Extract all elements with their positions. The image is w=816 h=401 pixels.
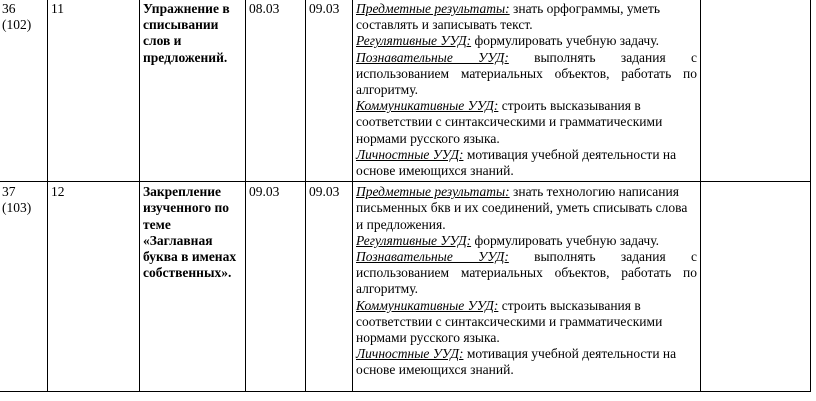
lesson-topic-cell xyxy=(140,182,246,392)
planned-date: 08.03 xyxy=(249,1,280,16)
cognitive-results: Познавательные УУД: выполнять задания с использованием материальных объектов, работать по алгоритму. xyxy=(356,249,697,297)
empty-cell xyxy=(701,182,811,392)
actual-date: 09.03 xyxy=(309,184,340,200)
lesson-index: 11 xyxy=(51,1,64,16)
lesson-number: 37 xyxy=(2,184,16,200)
personal-results: Личностные УУД: мотивация учебной деятельности на основе имеющихся знаний. xyxy=(356,146,677,179)
planned-date: 09.03 xyxy=(249,184,280,200)
results-cell xyxy=(353,0,701,182)
actual-date: 09.03 xyxy=(309,1,340,16)
planned-date-cell xyxy=(246,0,306,182)
lesson-number-cell xyxy=(0,0,48,182)
lesson-number-total: (103) xyxy=(2,200,32,216)
planned-date-cell xyxy=(246,182,306,392)
table-row xyxy=(0,0,811,182)
results-cell xyxy=(353,182,701,392)
lesson-number: 36 xyxy=(2,1,16,16)
actual-date-cell xyxy=(306,0,353,182)
lesson-topic: Закрепление изученного по теме «Заглавная буква в именах собственных». xyxy=(143,184,237,281)
subject-results: Предметные результаты: знать орфограммы, уметь составлять и записывать текст. xyxy=(356,1,661,33)
empty-cell xyxy=(701,0,811,182)
regulatory-results: Регулятивные УУД: формулировать учебную задачу. xyxy=(356,232,659,248)
lesson-topic: Упражнение в списывании слов и предложений. xyxy=(143,1,230,65)
actual-date-cell xyxy=(306,182,353,392)
lesson-number-cell xyxy=(0,182,48,392)
regulatory-results: Регулятивные УУД: формулировать учебную задачу. xyxy=(356,33,659,49)
table-row xyxy=(0,182,811,392)
lesson-topic-cell xyxy=(140,0,246,182)
cognitive-results: Познавательные УУД: выполнять задания с использованием материальных объектов, работать по алгоритму. xyxy=(356,49,697,98)
subject-results: Предметные результаты: знать технологию написания письменных бкв и их соединений, уметь списывать слова и предложения. xyxy=(356,184,688,232)
personal-results: Личностные УУД: мотивация учебной деятельности на основе имеющихся знаний. xyxy=(356,346,677,378)
communicative-results: Коммуникативные УУД: строить высказывания в соответствии с синтаксическими и грамматическими нормами русского языка. xyxy=(356,98,663,146)
lesson-number-total: (102) xyxy=(2,17,32,33)
lesson-index: 12 xyxy=(51,184,65,200)
lesson-index-cell xyxy=(48,182,140,392)
lesson-index-cell xyxy=(48,0,140,182)
communicative-results: Коммуникативные УУД: строить высказывания в соответствии с синтаксическими и грамматическими нормами русского языка. xyxy=(356,297,663,346)
